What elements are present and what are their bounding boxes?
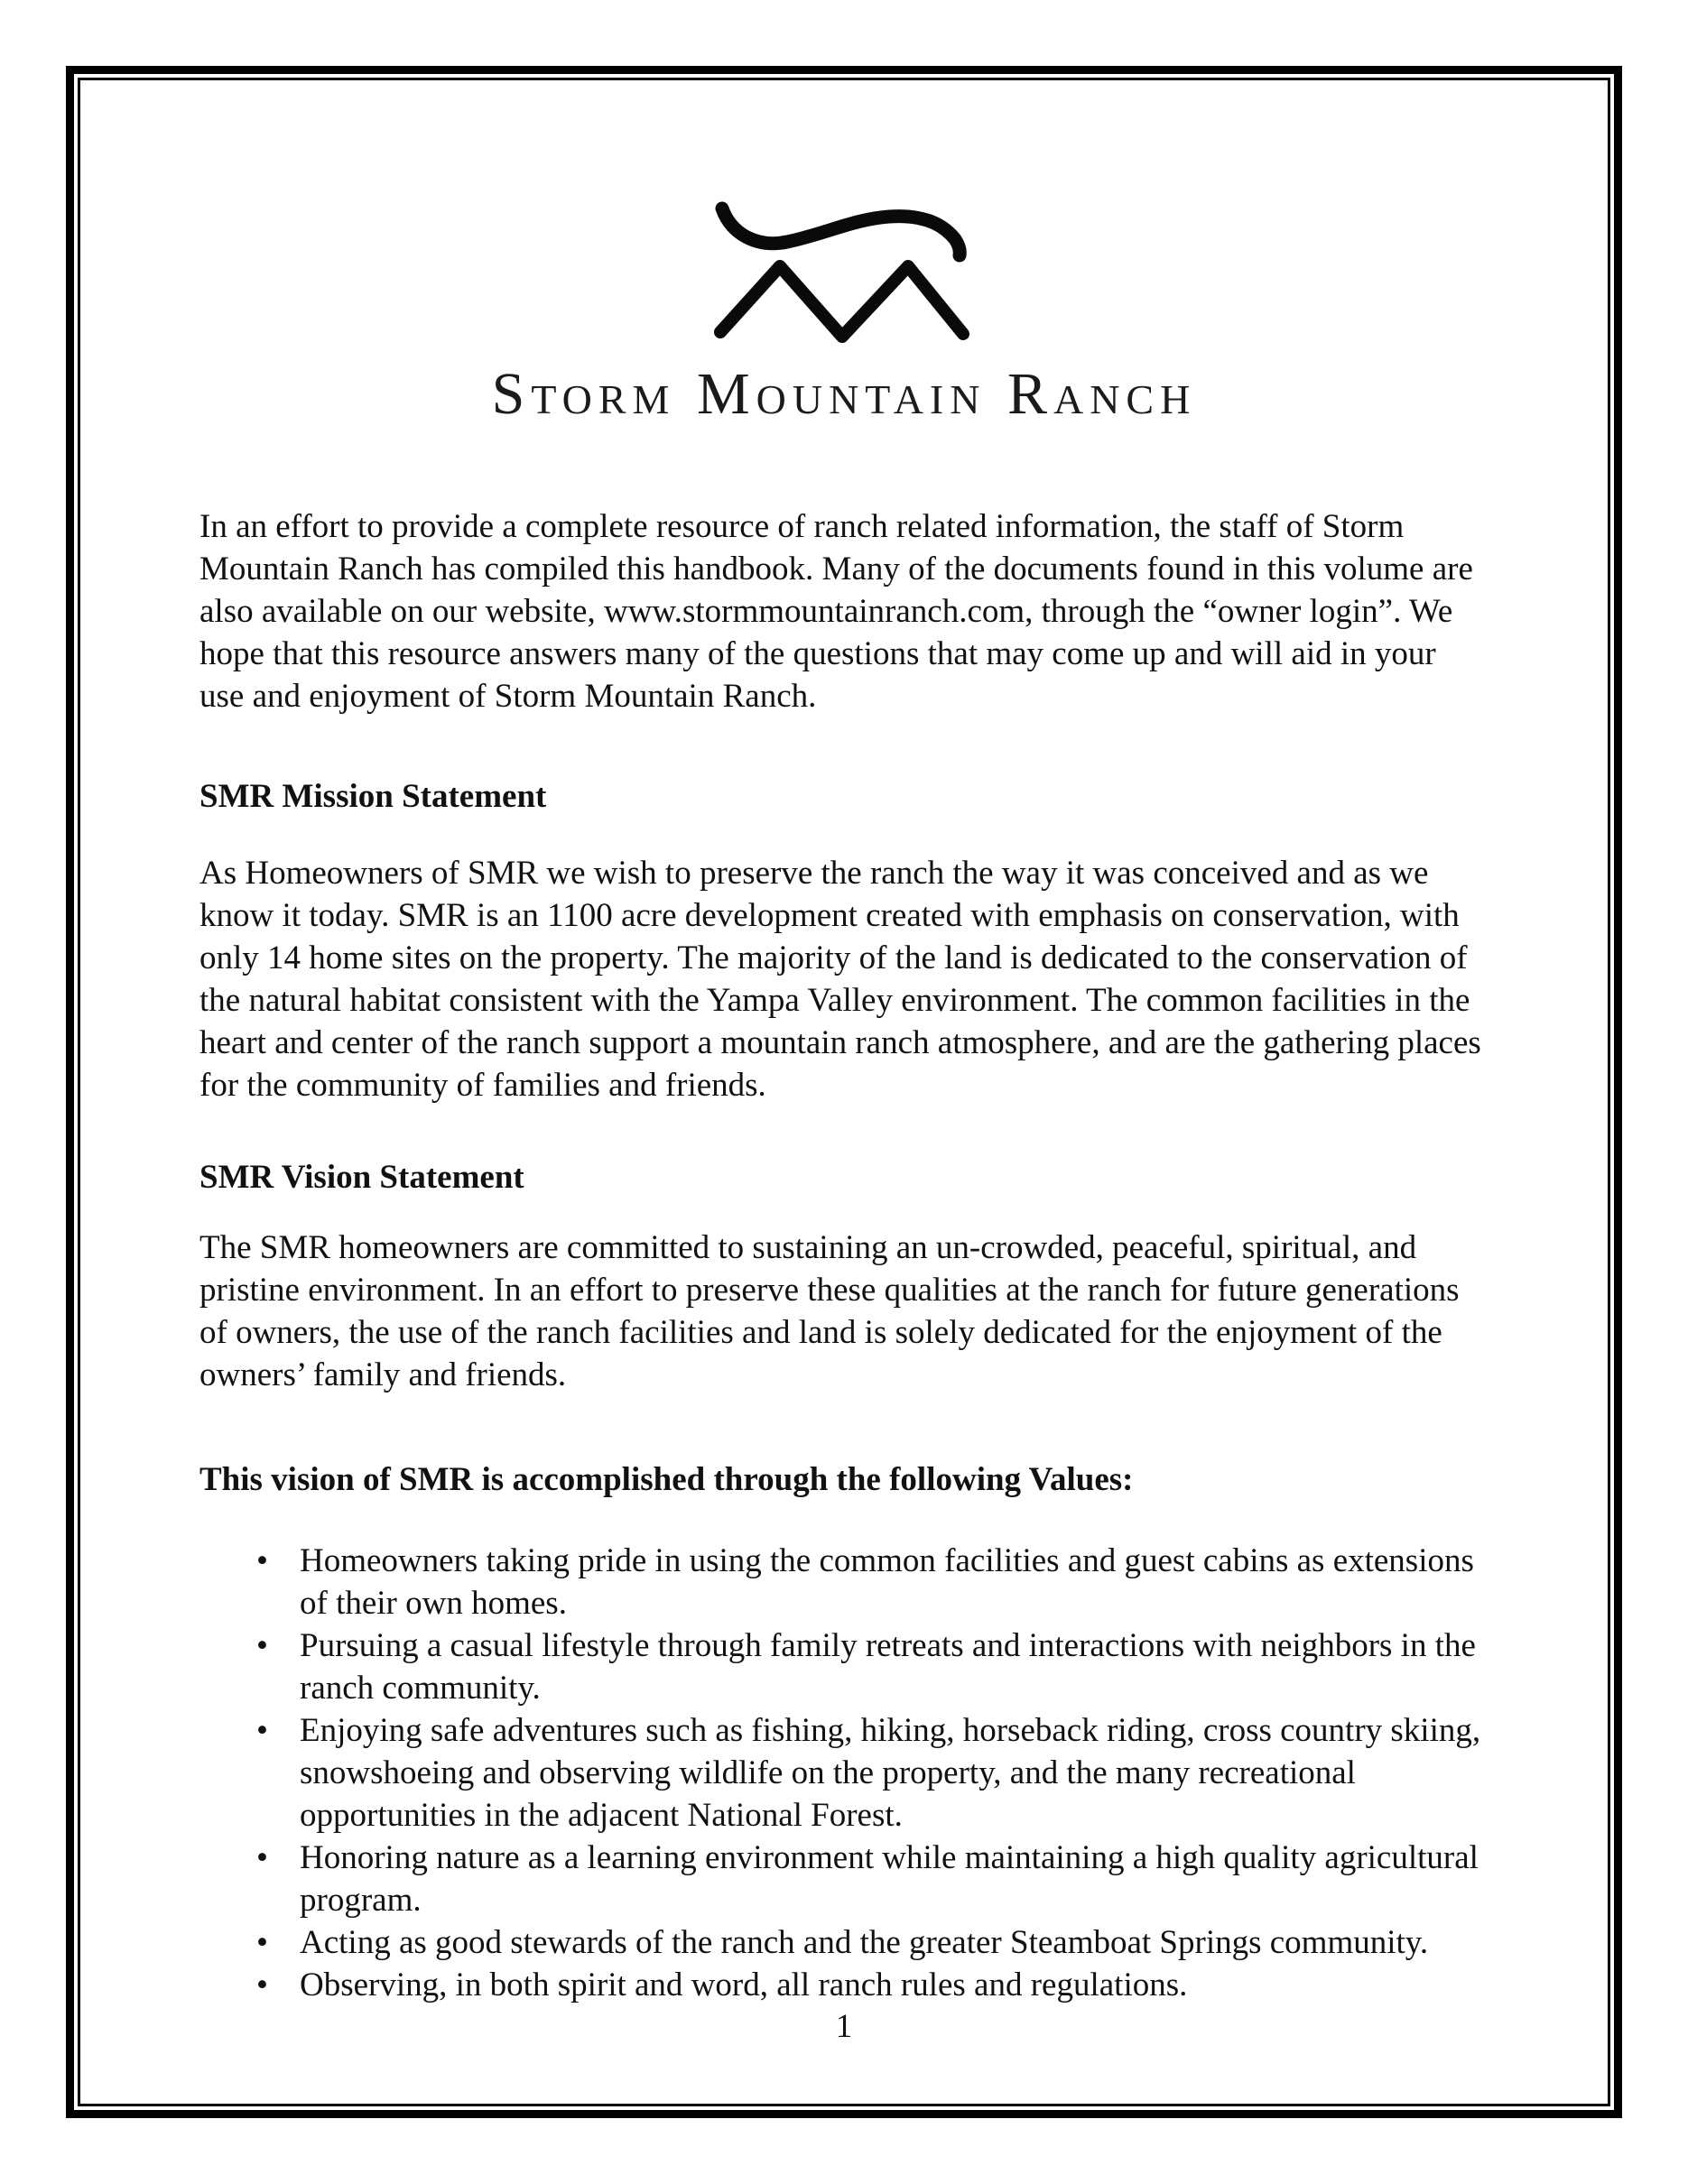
list-item	[199, 1540, 1489, 1624]
values-list	[199, 1540, 1489, 2006]
bullet-icon: •	[256, 1712, 268, 1749]
mission-statement-paragraph: As Homeowners of SMR we wish to preserve the ranch the way it was conceived and as we know it today. SMR is an 1100 acre development created with emphasis on conservation, with only 14 home sites on the property. The majority of the land is dedicated to the conservation of the natural habitat consistent with the Yampa Valley environment. The common facilities in the heart and center of the ranch support a mountain ranch atmosphere, and are the gathering places for the community of families and friends.	[199, 855, 1481, 1104]
list-item	[199, 1624, 1489, 1709]
logo-mountain-stroke	[720, 266, 963, 337]
page-content	[199, 80, 1489, 2104]
list-item-text: Pursuing a casual lifestyle through family retreats and interactions with neighbors in the ranch community.	[300, 1627, 1476, 1707]
list-item	[199, 1709, 1489, 1837]
bullet-icon: •	[256, 1839, 268, 1876]
bullet-icon: •	[256, 1542, 268, 1579]
mission-statement-heading: SMR Mission Statement	[199, 778, 547, 815]
vision-statement-heading: SMR Vision Statement	[199, 1159, 524, 1196]
page-number: 1	[835, 2008, 853, 2045]
bullet-icon: •	[256, 1924, 268, 1961]
bullet-icon: •	[256, 1627, 268, 1664]
list-item-text: Observing, in both spirit and word, all ranch rules and regulations.	[300, 1967, 1188, 2004]
page-title: Storm Mountain Ranch	[491, 361, 1197, 427]
list-item-text: Honoring nature as a learning environment while maintaining a high quality agricultural program.	[300, 1839, 1479, 1919]
vision-statement-paragraph: The SMR homeowners are committed to sustaining an un-crowded, peaceful, spiritual, and pristine environment. In an effort to preserve these qualities at the ranch for future generations of owners, the use of the ranch facilities and land is solely dedicated for the enjoyment of the owners’ family and friends.	[199, 1229, 1460, 1393]
storm-mountain-ranch-logo	[695, 176, 993, 356]
list-item	[199, 1837, 1489, 1921]
list-item-text: Enjoying safe adventures such as fishing, hiking, horseback riding, cross country skiing, snowshoeing and observing wildlife on the property, and the many recreational opportunities in the adjacent National Forest.	[300, 1712, 1481, 1834]
list-item-text: Homeowners taking pride in using the common facilities and guest cabins as extensions of their own homes.	[300, 1542, 1474, 1622]
list-item	[199, 1921, 1489, 1964]
values-heading: This vision of SMR is accomplished through the following Values:	[199, 1461, 1134, 1498]
bullet-icon: •	[256, 1967, 268, 2004]
list-item	[199, 1964, 1489, 2006]
logo-wave-stroke	[722, 208, 960, 255]
intro-paragraph: In an effort to provide a complete resource of ranch related information, the staff of Storm Mountain Ranch has compiled this handbook. Many of the documents found in this volume are also available on our website, www.stormmountainranch.com, through the “owner login”. We hope that this resource answers many of the questions that may come up and will aid in your use and enjoyment of Storm Mountain Ranch.	[199, 508, 1473, 715]
list-item-text: Acting as good stewards of the ranch and the greater Steamboat Springs community.	[300, 1924, 1429, 1961]
